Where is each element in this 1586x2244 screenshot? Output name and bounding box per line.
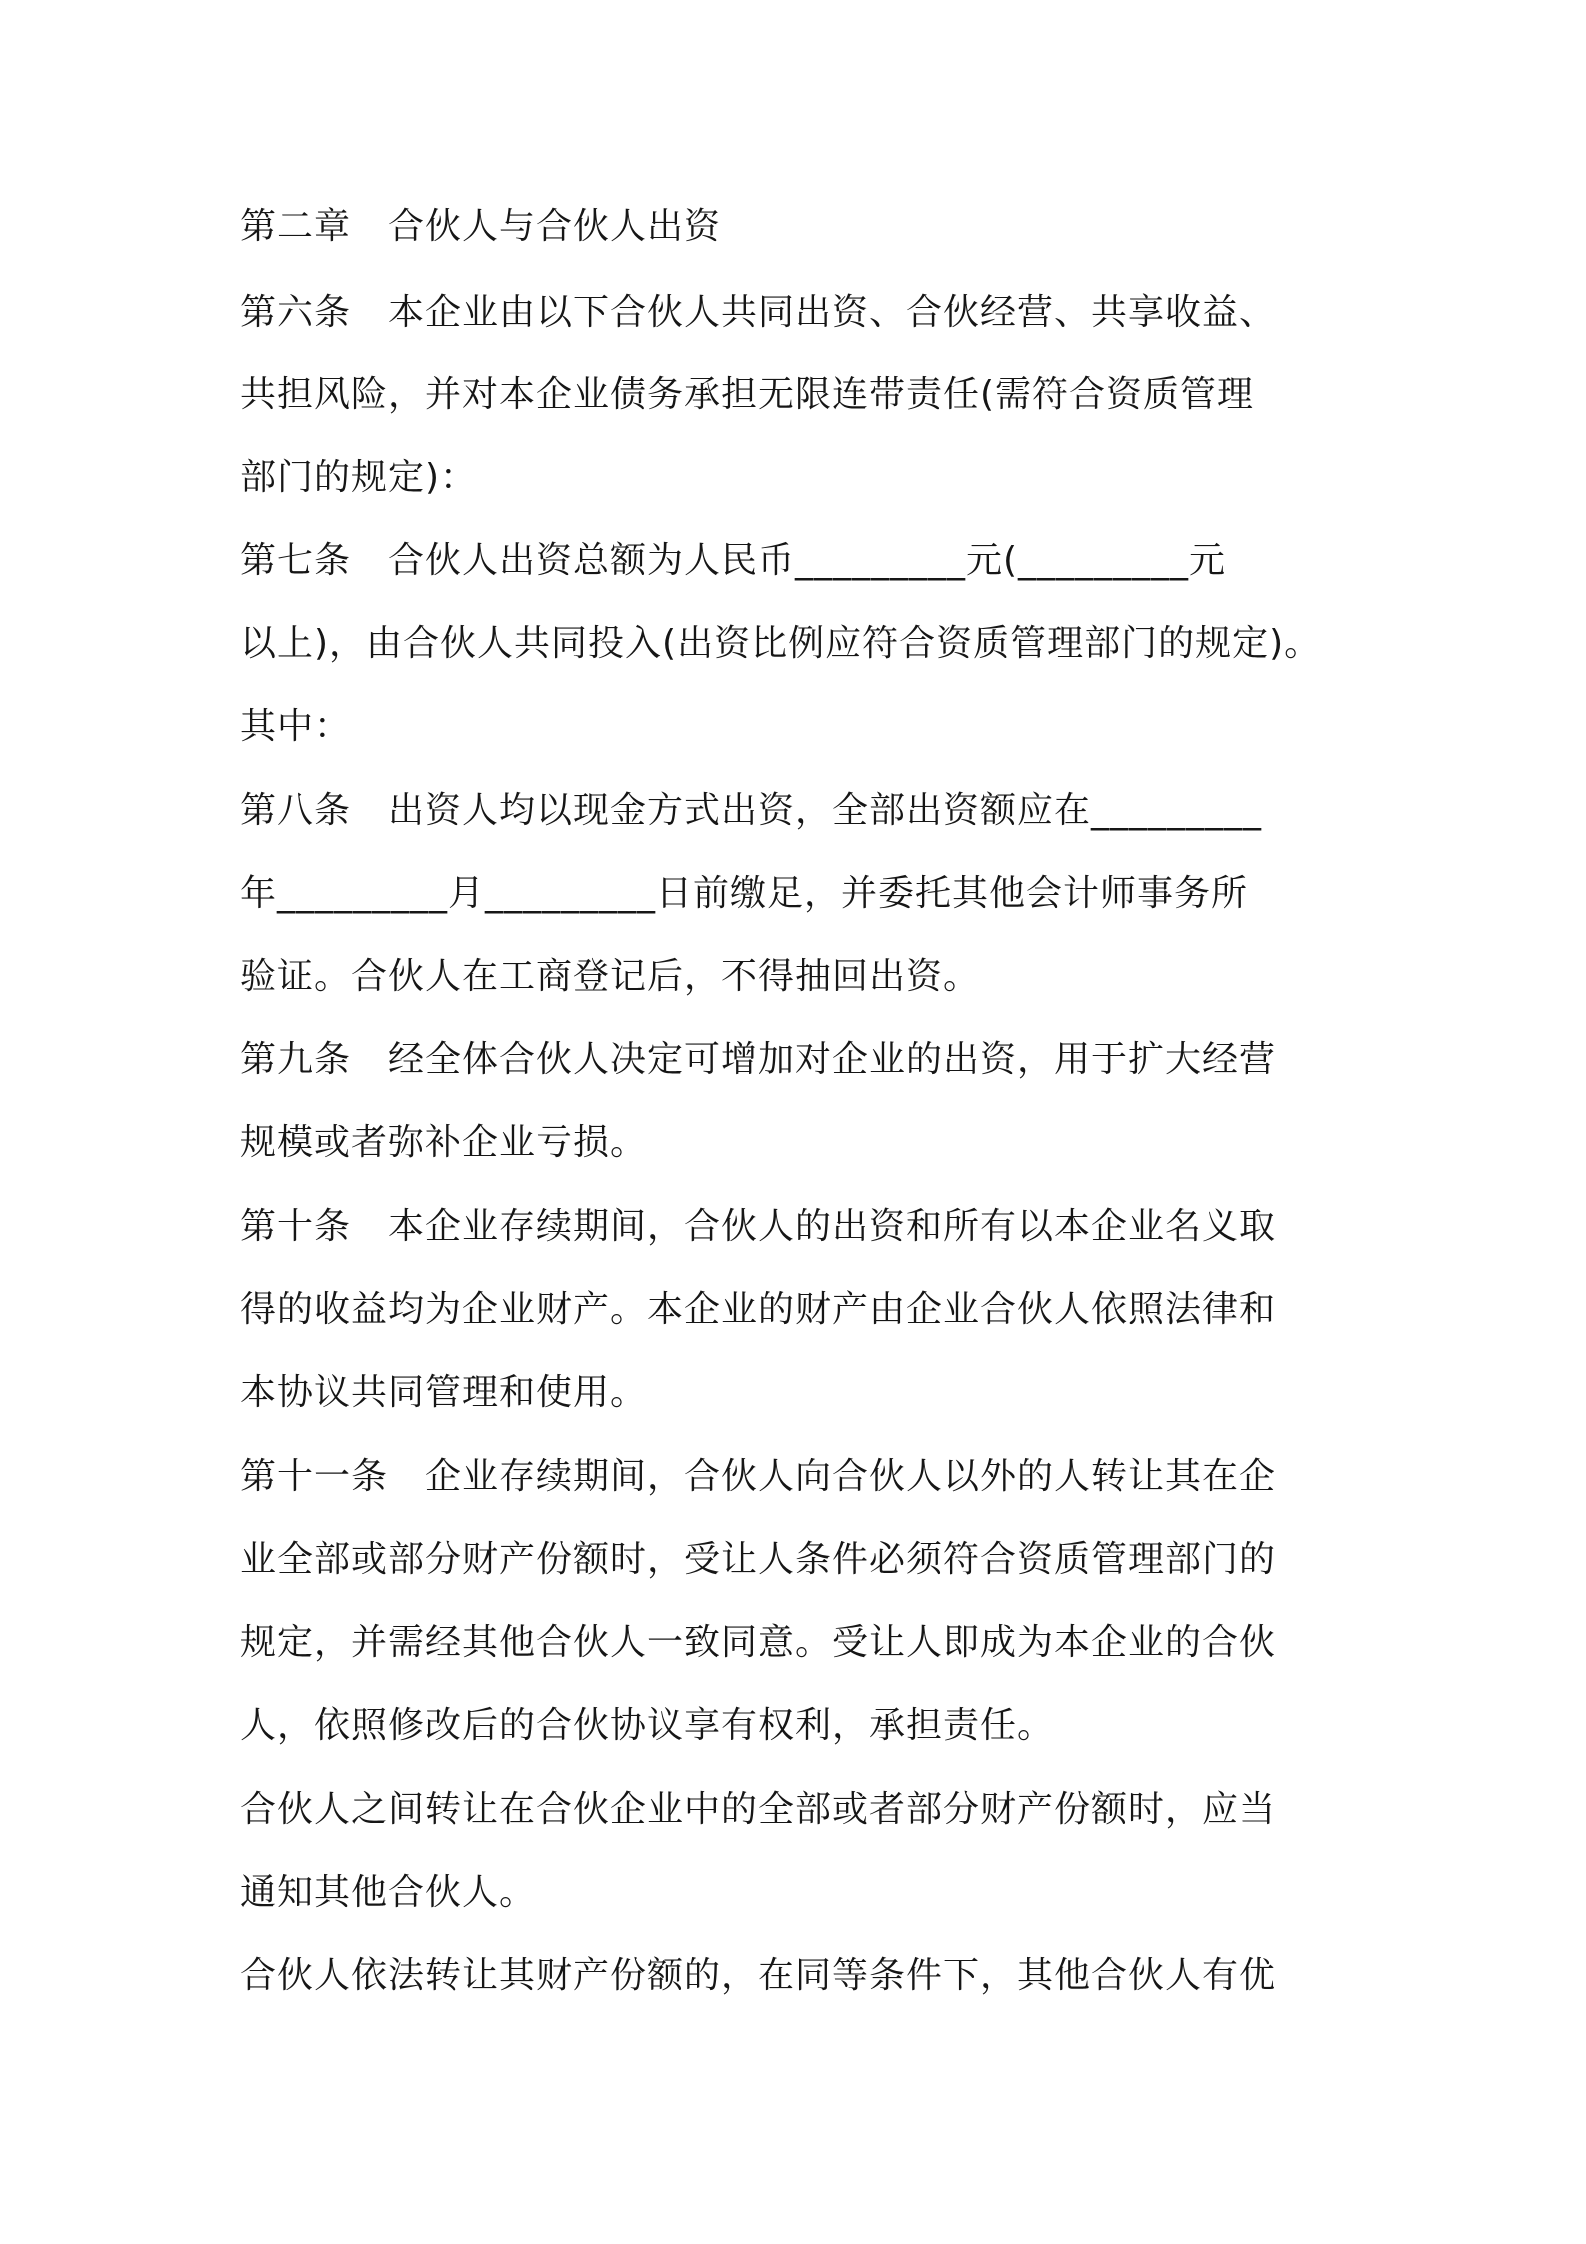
paragraph-transfer-line-1: 合伙人之间转让在合伙企业中的全部或者部分财产份额时，应当 xyxy=(240,1789,1277,1830)
article-10-line-2: 得的收益均为企业财产。本企业的财产由企业合伙人依照法律和 xyxy=(240,1289,1277,1330)
paragraph-priority-line-1: 合伙人依法转让其财产份额的，在同等条件下，其他合伙人有优 xyxy=(240,1955,1277,1996)
article-9-line-2: 规模或者弥补企业亏损。 xyxy=(240,1122,648,1163)
article-8-line-1: 第八条 出资人均以现金方式出资，全部出资额应在_________ xyxy=(240,790,1263,831)
article-11-line-4: 人，依照修改后的合伙协议享有权利，承担责任。 xyxy=(240,1705,1055,1746)
article-6-line-2: 共担风险，并对本企业债务承担无限连带责任(需符合资质管理 xyxy=(240,374,1255,415)
article-7-line-2: 以上)，由合伙人共同投入(出资比例应符合资质管理部门的规定)。 xyxy=(240,623,1322,664)
article-10-line-3: 本协议共同管理和使用。 xyxy=(240,1372,648,1413)
article-11-line-2: 业全部或部分财产份额时，受让人条件必须符合资质管理部门的 xyxy=(240,1539,1277,1580)
paragraph-transfer-line-2: 通知其他合伙人。 xyxy=(240,1872,537,1913)
article-11-line-1: 第十一条 企业存续期间，合伙人向合伙人以外的人转让其在企 xyxy=(240,1456,1277,1497)
article-7-line-1: 第七条 合伙人出资总额为人民币_________元(_________元 xyxy=(240,540,1227,581)
article-7-line-3: 其中： xyxy=(240,706,352,747)
article-8-line-3: 验证。合伙人在工商登记后，不得抽回出资。 xyxy=(240,956,981,997)
article-10-line-1: 第十条 本企业存续期间，合伙人的出资和所有以本企业名义取 xyxy=(240,1206,1277,1247)
article-6-line-1: 第六条 本企业由以下合伙人共同出资、合伙经营、共享收益、 xyxy=(240,292,1277,333)
chapter-heading: 第二章 合伙人与合伙人出资 xyxy=(240,206,722,247)
article-8-line-2: 年_________月_________日前缴足，并委托其他会计师事务所 xyxy=(240,873,1249,914)
article-6-line-3: 部门的规定)： xyxy=(240,457,478,498)
article-9-line-1: 第九条 经全体合伙人决定可增加对企业的出资，用于扩大经营 xyxy=(240,1039,1277,1080)
article-11-line-3: 规定，并需经其他合伙人一致同意。受让人即成为本企业的合伙 xyxy=(240,1622,1277,1663)
